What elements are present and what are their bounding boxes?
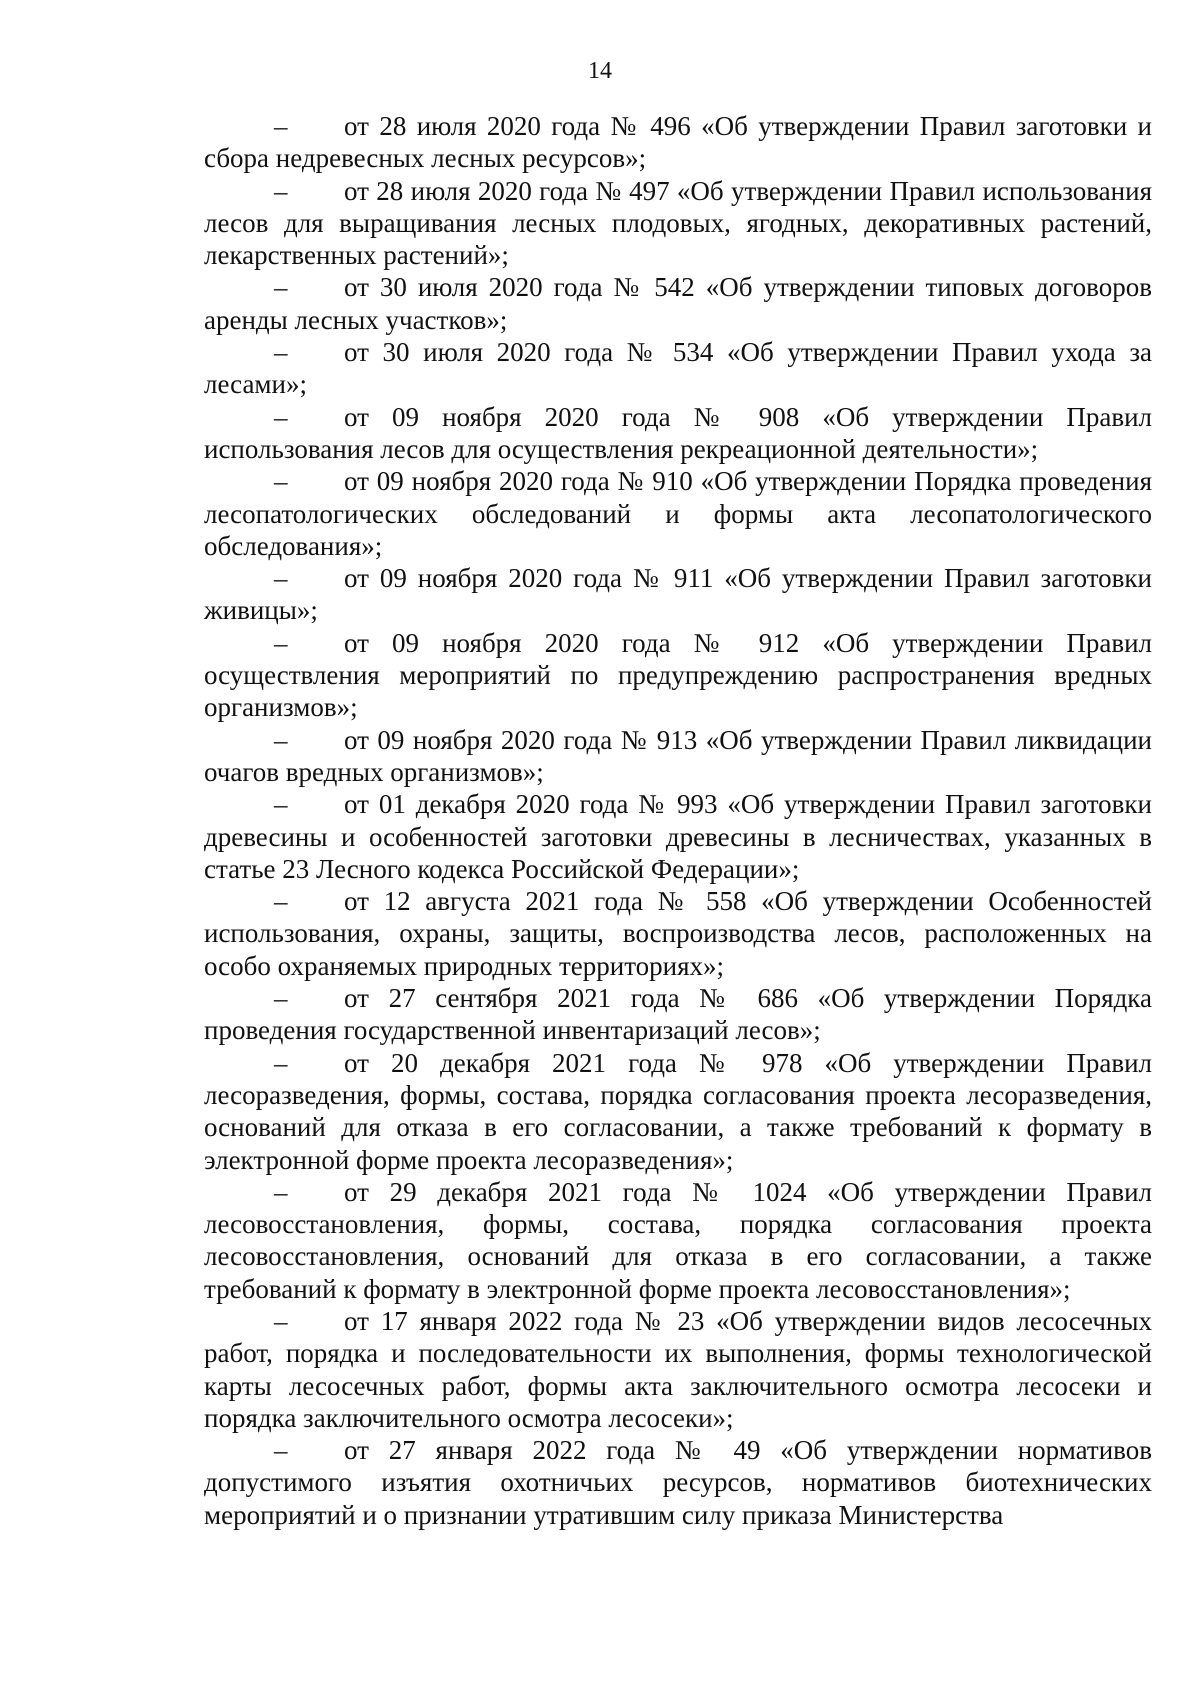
- document-body: [204, 110, 1152, 1531]
- list-dash: –: [274, 466, 288, 497]
- list-item-text: от 09 ноября 2020 года № 908 «Об утверждении Правил использования лесов для осуществления рекреационной деятельности»;: [204, 401, 1152, 464]
- list-item: [204, 982, 1152, 1047]
- list-item-text: от 12 августа 2021 года № 558 «Об утверждении Особенностей использования, охраны, защиты, воспроизводства лесов, расположенных на особо охраняемых природных территориях»;: [204, 886, 1152, 981]
- list-item: [204, 885, 1152, 982]
- list-dash: –: [274, 175, 288, 206]
- list-item: [204, 110, 1152, 175]
- list-item-text: от 30 июля 2020 года № 542 «Об утверждении типовых договоров аренды лесных участков»;: [204, 272, 1152, 335]
- list-item-text: от 09 ноября 2020 года № 913 «Об утверждении Правил ликвидации очагов вредных организмов»;: [204, 724, 1152, 787]
- list-item-text: от 27 сентября 2021 года № 686 «Об утверждении Порядка проведения государственной инвентаризаций лесов»;: [204, 983, 1152, 1046]
- list-item-text: от 28 июля 2020 года № 497 «Об утверждении Правил использования лесов для выращивания лесных плодовых, ягодных, декоративных растений, лекарственных растений»;: [204, 175, 1152, 271]
- list-dash: –: [274, 627, 288, 658]
- list-item-text: от 27 января 2022 года № 49 «Об утверждении нормативов допустимого изъятия охотничьих ресурсов, нормативов биотехнических мероприятий и о признании утратившим силу приказа Министерства: [204, 1435, 1152, 1530]
- list-dash: –: [274, 337, 288, 368]
- list-dash: –: [274, 886, 288, 917]
- list-dash: –: [274, 563, 288, 594]
- list-dash: –: [274, 1435, 288, 1466]
- list-item-text: от 20 декабря 2021 года № 978 «Об утверждении Правил лесоразведения, формы, состава, порядка согласования проекта лесоразведения, оснований для отказа в его согласовании, а также требований к формату в электронной форме проекта лесоразведения»;: [204, 1047, 1152, 1175]
- list-dash: –: [274, 789, 288, 820]
- list-dash: –: [274, 983, 288, 1014]
- list-item: [204, 336, 1152, 401]
- list-item: [204, 1176, 1152, 1305]
- list-item: [204, 175, 1152, 272]
- list-item: [204, 1047, 1152, 1176]
- list-item: [204, 627, 1152, 724]
- list-dash: –: [274, 1047, 288, 1078]
- list-item: [204, 1434, 1152, 1531]
- list-dash: –: [274, 1176, 288, 1207]
- list-item: [204, 562, 1152, 627]
- list-dash: –: [274, 401, 288, 432]
- list-item-text: от 09 ноября 2020 года № 910 «Об утверждении Порядка проведения лесопатологических обследований и формы акта лесопатологического обследования»;: [204, 466, 1152, 561]
- list-item-text: от 29 декабря 2021 года № 1024 «Об утверждении Правил лесовосстановления, формы, состава, порядка согласования проекта лесовосстановления, оснований для отказа в его согласовании, а также требований к формату в электронной форме проекта лесовосстановления»;: [204, 1176, 1152, 1304]
- list-item-text: от 01 декабря 2020 года № 993 «Об утверждении Правил заготовки древесины и особенностей заготовки древесины в лесничествах, указанных в статье 23 Лесного кодекса Российской Федерации»;: [204, 789, 1152, 884]
- list-dash: –: [274, 1305, 288, 1336]
- list-item: [204, 465, 1152, 562]
- list-item: [204, 724, 1152, 789]
- list-dash: –: [274, 111, 288, 141]
- list-item: [204, 271, 1152, 336]
- list-item-text: от 17 января 2022 года № 23 «Об утверждении видов лесосечных работ, порядка и последовательности их выполнения, формы технологической карты лесосечных работ, формы акта заключительного осмотра лесосеки и порядка заключительного осмотра лесосеки»;: [204, 1305, 1152, 1433]
- list-item-text: от 09 ноября 2020 года № 912 «Об утверждении Правил осуществления мероприятий по предупреждению распространения вредных организмов»;: [204, 627, 1152, 723]
- list-dash: –: [274, 724, 288, 755]
- list-item-text: от 09 ноября 2020 года № 911 «Об утверждении Правил заготовки живицы»;: [204, 563, 1152, 626]
- list-item: [204, 1305, 1152, 1434]
- list-dash: –: [274, 272, 288, 303]
- list-item: [204, 401, 1152, 466]
- list-item-text: от 30 июля 2020 года № 534 «Об утверждении Правил ухода за лесами»;: [204, 337, 1152, 400]
- list-item: [204, 788, 1152, 885]
- list-item-text: от 28 июля 2020 года № 496 «Об утверждении Правил заготовки и сбора недревесных лесных ресурсов»;: [204, 111, 1152, 174]
- page-number: 14: [588, 58, 612, 84]
